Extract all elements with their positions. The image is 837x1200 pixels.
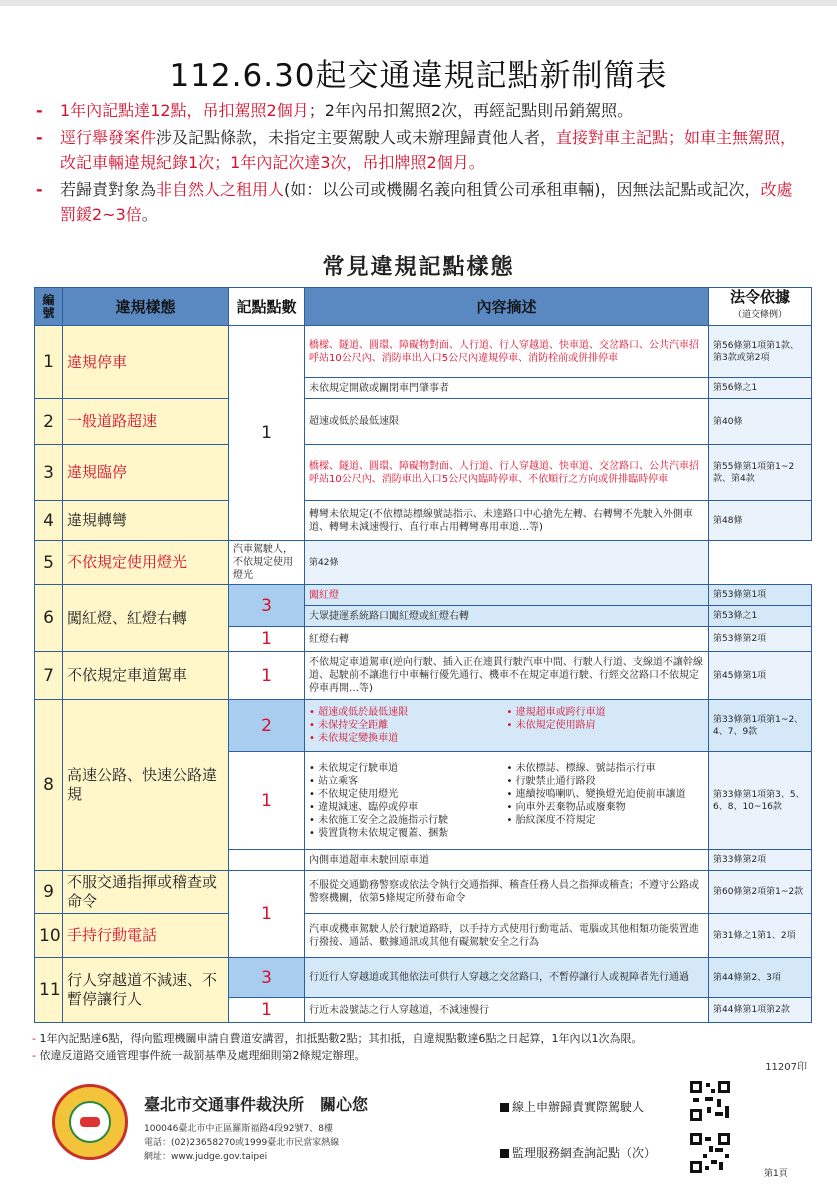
qr-code-icon[interactable]: [689, 1080, 731, 1122]
table-row: 9 不服交通指揮或稽查或命令 1 不服從交通勤務警察或依法令執行交通指揮、稽查任務人員之指揮或稽查；不遵守公路或警察機關，依第5條規定所發布命令 第60條第2項第1~2款: [35, 871, 812, 914]
table-row: 未依規定開啟或關閉車門肇事者 第56條之1: [35, 378, 812, 399]
rule-2: - 逕行舉發案件涉及記點條款，未指定主要駕駛人或未辦理歸責他人者，直接對車主記點；如車主無駕照，改記車輛違規紀錄1次；1年內記次達3次，吊扣牌照2個月。: [36, 128, 797, 172]
table-row: 1 • 未依規定行駛車道 • 站立乘客 • 不依規定使用燈光 • 違規減速、臨停或停車 • 未依施工安全之設施指示行駛 • 裝置貨物未依規定覆蓋、捆紮 • 未依標誌、標線、號誌指示行車 • 行駛禁止通行路段 • 連續按鳴喇叭、變換燈光迫使前車讓道 • 向車外丟棄物品或廢棄物 • 胎紋深度不符規定 第33條第1項第3、5、6、8、10~16款: [35, 752, 812, 850]
header-points: 記點點數: [229, 288, 305, 326]
qr-label-points: 監理服務網查詢記點（次）: [500, 1144, 656, 1161]
table-row: 11 行人穿越道不減速、不暫停讓行人 3 行近行人穿越道或其他依法可供行人穿越之交岔路口，不暫停讓行人或視障者先行通過 第44條第2、3項: [35, 958, 812, 998]
table-row: 6 闖紅燈、紅燈右轉 3 闖紅燈 第53條第1項: [35, 585, 812, 606]
note-2: - 依違反道路交通管理事件統一裁罰基準及處理細則第2條規定辦理。: [32, 1049, 366, 1062]
agency-name: 臺北市交通事件裁決所 關心您: [144, 1095, 369, 1114]
agency-contact: 100046臺北市中正區羅斯福路4段92號7、8樓 電話：(02)23658270或1999臺北市民當家熱線 網址：www.judge.gov.taipei: [144, 1124, 340, 1162]
footer: [48, 1080, 818, 1190]
table-row: 4 違規轉彎 轉彎未依規定(不依標誌標線號誌指示、未達路口中心搶先左轉、右轉彎不先駛入外側車道、轉彎未減速慢行、直行車占用轉彎專用車道…等) 第48條: [35, 501, 812, 541]
table-row: 內側車道超車未駛回原車道 第33條第2項: [35, 850, 812, 871]
table-row: 3 違規臨停 橋樑、隧道、圓環、障礙物對面、人行道、行人穿越道、快車道、交岔路口、公共汽車招呼站10公尺內、消防車出入口5公尺內臨時停車、不依順行之方向或併排臨時停車 第55條第1項第1~2款、第4款: [35, 445, 812, 501]
table-row: 10 手持行動電話 汽車或機車駕駛人於行駛道路時，以手持方式使用行動電話、電腦或其他相類功能裝置進行撥接、通話、數據通訊或其他有礙駕駛安全之行為 第31條之1第1、2項: [35, 914, 812, 958]
page-number: 第1頁: [764, 1169, 788, 1179]
top-bar: [0, 0, 837, 6]
rule-1: - 1年內記點達12點，吊扣駕照2個月；2年內吊扣駕照2次，再經記點則吊銷駕照。: [36, 101, 634, 120]
note-1: - 1年內記點達6點，得向監理機關申請自費道安講習，扣抵點數2點；其扣抵，自違規點數達6點之日起算，1年內以1次為限。: [32, 1032, 643, 1045]
violation-table: [34, 287, 812, 1023]
table-row: 2 一般道路超速 超速或低於最低速限 第40條: [35, 399, 812, 445]
table-row: 1 紅燈右轉 第53條第2項: [35, 627, 812, 652]
table-row: 大眾捷運系統路口闖紅燈或紅燈右轉 第53條之1: [35, 606, 812, 627]
table-header: [35, 288, 812, 326]
table-row: 8 高速公路、快速公路違規 2 • 超速或低於最低速限 • 未保持安全距離 • 未依規定變換車道 • 違規超車或跨行車道 • 未依規定使用路肩 第33條第1項第1~2、4、7、9款: [35, 700, 812, 752]
document-title: 112.6.30起交通違規記點新制簡表: [169, 58, 668, 94]
table-row: 5 不依規定使用燈光 汽車駕駛人，不依規定使用燈光 第42條: [35, 541, 812, 585]
footnotes: [32, 1030, 812, 1064]
header-type: 違規樣態: [63, 288, 229, 326]
print-number: 11207印: [765, 1062, 807, 1073]
agency-logo-icon: [52, 1084, 128, 1160]
rules-list: [36, 98, 806, 229]
qr-code-icon[interactable]: [689, 1132, 731, 1174]
header-num: 編號: [35, 288, 63, 326]
table-row: 1 違規停車 1 橋樑、隧道、圓環、障礙物對面、人行道、行人穿越道、快車道、交岔路口、公共汽車招呼站10公尺內、消防車出入口5公尺內違規停車、消防栓前或併排停車 第56條第1項第1款、第3款或第2項: [35, 326, 812, 378]
table-row: 7 不依規定車道駕車 1 不依規定車道駕車(逆向行駛、插入正在連貫行駛汽車中間、行駛人行道、支線道不讓幹線道、起駛前不讓進行中車輛行優先通行、機車不在規定車道行駛、行經交岔路口不依規定停車再開…等) 第45條第1項: [35, 652, 812, 700]
header-desc: 內容摘述: [305, 288, 709, 326]
section-title: 常見違規記點樣態: [322, 255, 515, 280]
header-law: 法令依據 （道交條例）: [709, 288, 812, 326]
qr-label-driver: 線上申辦歸責實際駕駛人: [500, 1098, 644, 1115]
table-row: 1 行近未設號誌之行人穿越道，不減速慢行 第44條第1項第2款: [35, 998, 812, 1023]
rule-3: - 若歸責對象為非自然人之租用人(如：以公司或機關名義向租賃公司承租車輛)，因無法記點或記次，改處罰鍰2~3倍。: [36, 180, 793, 224]
